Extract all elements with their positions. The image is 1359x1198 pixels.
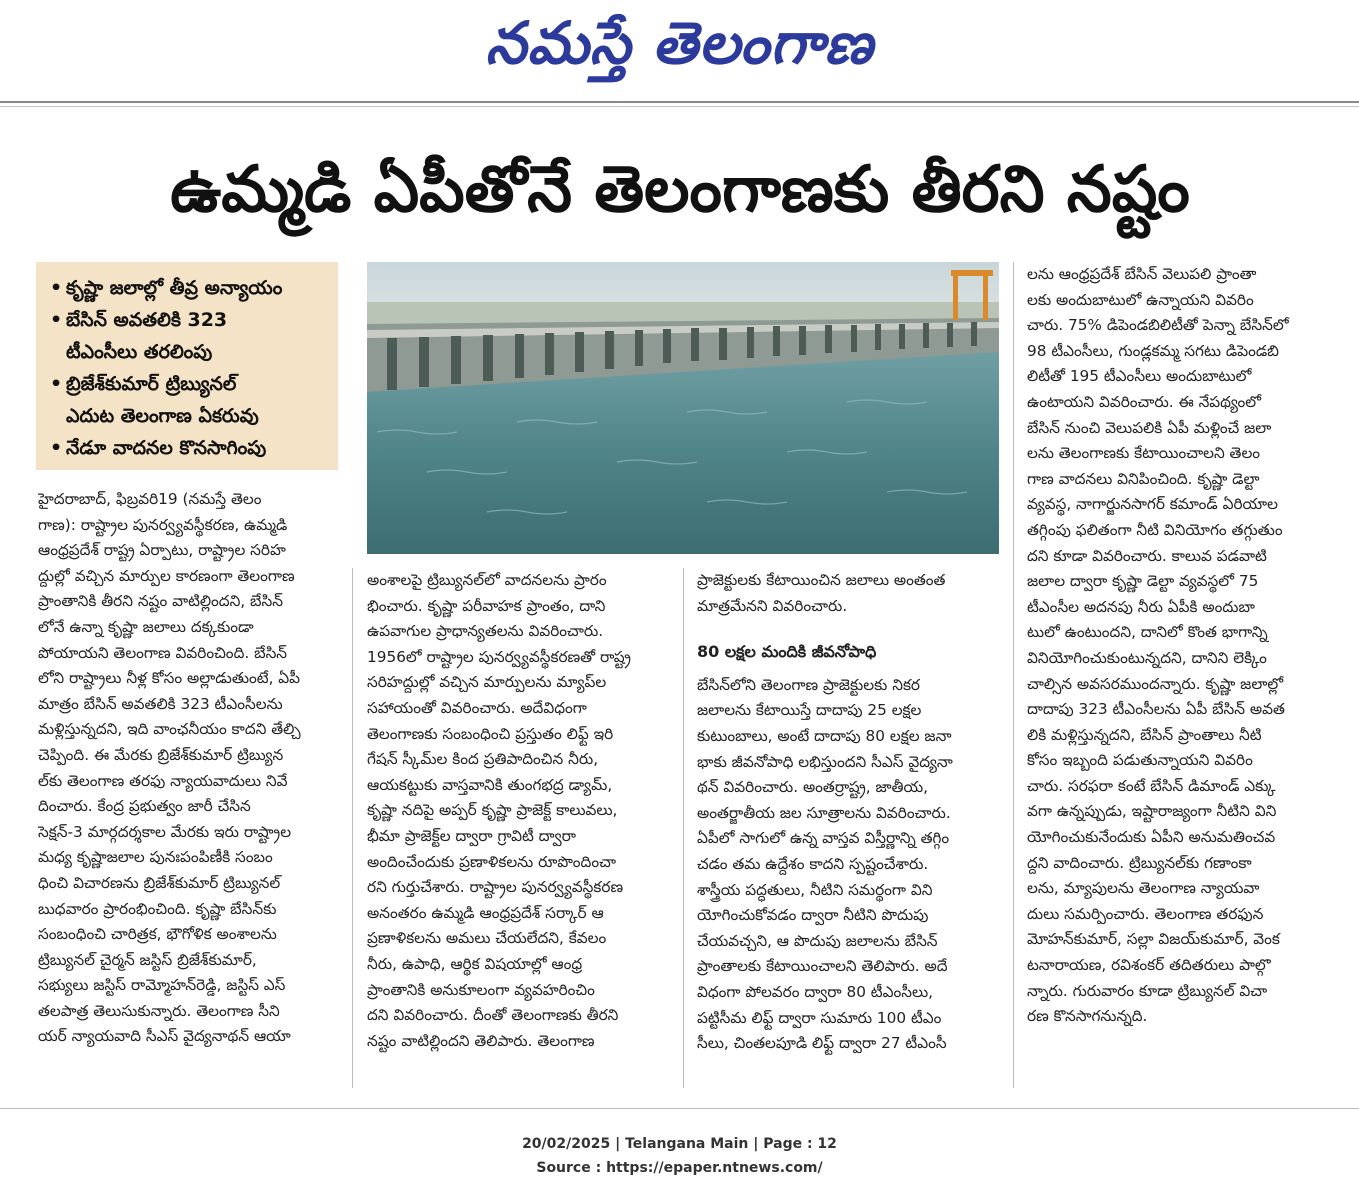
dam-photo <box>367 262 999 554</box>
text-line: జలాల ద్వారా కృష్ణా డెల్టా వ్యవస్థలో 75 <box>1027 572 1259 591</box>
section-subheading: 80 లక్షల మందికి జీవనోపాధి <box>697 642 877 662</box>
text-line: దాదాపు 323 టీఎంసీలను ఏపీ బేసిన్ అవత <box>1027 700 1285 719</box>
text-line: భించారు. కృష్ణా పరీవాహక ప్రాంతం, దాని <box>367 596 606 615</box>
highlight-item: • నేడూ వాదనల కొనసాగింపు <box>50 437 267 459</box>
text-line: 1956లో రాష్ట్రాల పునర్వ్యవస్థీకరణతో రాష్ట్ర <box>367 647 631 666</box>
text-line: ప్రాంతానికి తీరని నష్టం వాటిల్లిందని, బేసిన్ <box>38 592 283 611</box>
text-line: సహాయంతో వివరించారు. అదేవిధంగా <box>367 698 587 717</box>
text-line: సంబంధించి చారిత్రక, భౌగోళిక అంశాలను <box>38 925 277 944</box>
text-line: లోనే ఉన్నా కృష్ణా జలాలు దక్కకుండా <box>38 617 254 636</box>
footer-rule <box>0 1108 1359 1109</box>
masthead <box>0 0 1359 102</box>
text-line: అనంతరం ఉమ్మడి ఆంధ్రప్రదేశ్ సర్కార్ ఆ <box>367 903 604 922</box>
column-divider <box>683 568 684 1088</box>
text-line: లోని రాష్ట్రాలు నీళ్ల కోసం అల్లాడుతుంటే, ఏపీ <box>38 669 301 688</box>
article-column-3 <box>697 568 1000 1088</box>
text-line: లను తెలంగాణకు కేటాయించాలని తెలం <box>1027 444 1261 463</box>
text-line: అంశాలపై ట్రిబ్యునల్‌లో వాదనలను ప్రారం <box>367 571 607 589</box>
text-line: దని కూడా వివరించారు. కాలువ పడవాటి <box>1027 546 1267 565</box>
text-line: లిటీతో 195 టీఎంసీలు అందుబాటులో <box>1027 367 1252 386</box>
text-line: యర్ న్యాయవాది సీఎస్ వైద్యనాథన్ ఆయా <box>38 1027 291 1046</box>
text-line: సరిహద్దుల్లో వచ్చిన మార్పులను మ్యాప్‌ల <box>367 673 607 692</box>
text-line: 98 టీఎంసీలు, గుండ్లకమ్మ సగటు డిపెండబి <box>1027 341 1279 360</box>
text-line: చడం తమ ఉద్దేశం కాదని స్పష్టంచేశారు. <box>697 854 929 873</box>
text-line: పట్టిసీమ లిఫ్ట్ ద్వారా సుమారు 100 టీఎం <box>697 1008 942 1027</box>
highlight-item-continued: ఎదుట తెలంగాణ ఏకరువు <box>66 405 259 427</box>
text-line: తలపాత్ర తెలుసుకున్నారు. తెలంగాణ సీని <box>38 1001 280 1020</box>
text-line: మళ్లిస్తున్నదని, ఇది వాంఛనీయం కాదని తేల్చి <box>38 720 301 739</box>
text-line: ఉంటాయని వివరించారు. ఈ నేపథ్యంలో <box>1027 392 1262 411</box>
text-line: భీమా ప్రాజెక్ట్‌ల ద్వారా గ్రావిటీ ద్వారా <box>367 826 576 845</box>
text-line: తగ్గింపు ఫలితంగా నీటి వినియోగం తగ్గుతుం <box>1027 520 1283 539</box>
dam-photo-icon <box>367 262 999 554</box>
column-divider <box>1013 262 1014 1088</box>
article-column-2 <box>367 568 671 1088</box>
text-line: బుధవారం ప్రారంభించింది. కృష్ణా బేసిన్‌కు <box>38 899 277 918</box>
highlight-item: • కృష్ణా జలాల్లో తీవ్ర అన్యాయం <box>50 277 283 299</box>
text-line: లకు అందుబాటులో ఉన్నాయని వివరిం <box>1027 290 1254 309</box>
highlight-item: • బ్రిజేశ్‌కుమార్ ట్రిబ్యునల్ <box>50 373 237 395</box>
text-line: ఉపవాగుల ప్రాధాన్యతలను వివరించారు. <box>367 622 604 641</box>
text-line: కోసం ఇబ్బంది పడుతున్నాయని వివరిం <box>1027 751 1253 770</box>
text-line: ప్రాంతాలకు కేటాయించాలని తెలిపారు. అదే <box>697 957 948 976</box>
text-line: వగా ఉన్నప్పుడు, ఇష్టారాజ్యంగా నీటిని విని <box>1027 802 1277 821</box>
text-line: యోగించుకునేందుకు ఏపీని అనుమతించవ <box>1027 828 1276 847</box>
newspaper-logo: నమస్తే తెలంగాణ <box>485 9 874 77</box>
text-line: మోహన్‌కుమార్, సల్లా విజయ్‌కుమార్, వెంక <box>1027 930 1280 949</box>
footer-date-page: 20/02/2025 | Telangana Main | Page : 12 <box>522 1136 837 1152</box>
text-line: ఆయకట్టుకు వాస్తవానికి తుంగభద్ర డ్యామ్, <box>367 775 613 794</box>
masthead-rule-thin <box>0 106 1359 107</box>
text-line: ద్దుల్లో వచ్చిన మార్పుల కారణంగా తెలంగాణ <box>38 566 295 585</box>
text-line: లను, మ్యాపులను తెలంగాణ న్యాయవా <box>1027 879 1260 898</box>
text-line: గేషన్ స్కీమ్‌ల కింద ప్రతిపాదించిన నీరు, <box>367 750 599 769</box>
text-line: సీలు, చింతలపూడి లిఫ్ట్ ద్వారా 27 టీఎంసీ <box>697 1034 947 1053</box>
text-line: హైదరాబాద్, ఫిబ్రవరి19 (నమస్తే తెలం <box>38 490 262 508</box>
text-line: మాత్రమేనని వివరించారు. <box>697 596 848 615</box>
text-line: న్నారు. గురువారం కూడా ట్రిబ్యునల్ విచా <box>1027 981 1268 1000</box>
text-line: బేసిన్ నుంచి వెలుపలికి ఏపీ మళ్లించే జలా <box>1027 418 1272 437</box>
text-line: బేసిన్‌లోని తెలంగాణ ప్రాజెక్టులకు నికర <box>697 675 921 694</box>
text-line: రణ కొనసాగనున్నది. <box>1027 1007 1148 1026</box>
text-line: దని వివరించారు. దీంతో తెలంగాణకు తీరని <box>367 1006 619 1025</box>
text-line: కుటుంబాలు, అంటే దాదాపు 80 లక్షల జనా <box>697 726 952 745</box>
text-line: ప్రణాళికలను అమలు చేయలేదని, కేవలం <box>367 929 607 948</box>
text-line: దులు సమర్పించారు. తెలంగాణ తరఫున <box>1027 904 1264 923</box>
text-line: చేయవచ్చని, ఆ పొదుపు జలాలను బేసిన్ <box>697 931 938 950</box>
article-column-4 <box>1027 262 1332 1088</box>
column-divider <box>352 568 353 1088</box>
text-line: అంతర్జాతీయ జల సూత్రాలను వివరించారు. <box>697 803 951 822</box>
text-line: ఆంధ్రప్రదేశ్ రాష్ట్ర ఏర్పాటు, రాష్ట్రాల సరిహ <box>38 541 286 560</box>
text-line: ప్రాంతానికి అనుకూలంగా వ్యవహరించిం <box>367 980 595 999</box>
text-line: దించారు. కేంద్ర ప్రభుత్వం జారీ చేసిన <box>38 797 251 816</box>
text-line: సెక్షన్-3 మార్గదర్శకాల మేరకు ఇరు రాష్ట్రాల <box>38 822 292 841</box>
text-line: లను ఆంధ్రప్రదేశ్ బేసిన్ వెలుపలి ప్రాంతా <box>1027 265 1257 283</box>
text-line: చాల్సిన అవసరముందన్నారు. కృష్ణా జలాల్లో <box>1027 674 1284 693</box>
text-line: గాణ): రాష్ట్రాల పునర్వ్యవస్థీకరణ, ఉమ్మడి <box>38 515 288 534</box>
text-line: ధించి విచారణను బ్రిజేశ్‌కుమార్ ట్రిబ్యునల్ <box>38 873 281 892</box>
text-line: నీరు, ఉపాధి, ఆర్థిక విషయాల్లో ఆంధ్ర <box>367 954 583 973</box>
highlight-item: • బేసిన్ అవతలికి 323 <box>50 309 228 331</box>
text-line: ల్‌కు తెలంగాణ తరఫు న్యాయవాదులు నివే <box>38 771 288 790</box>
text-line: టీఎంసీల అదనపు నీరు ఏపీకి అందుబా <box>1027 597 1255 616</box>
text-line: వ్యవస్థ, నాగార్జునసాగర్ కమాండ్ ఏరియాల <box>1027 495 1278 514</box>
text-line: యోగించుకోవడం ద్వారా నీటిని పొదుపు <box>697 906 929 925</box>
masthead-rule <box>0 101 1359 103</box>
text-line: కృష్ణా నదిపై అప్పర్ కృష్ణా ప్రాజెక్ట్ కాలువలు, <box>367 801 618 820</box>
highlights-box <box>36 262 338 470</box>
text-line: చెప్పింది. ఈ మేరకు బ్రిజేశ్‌కుమార్ ట్రిబ్యున <box>38 745 284 764</box>
article-column-1 <box>38 487 340 1087</box>
text-line: చారు. సరఫరా కంటే బేసిన్ డిమాండ్ ఎక్కు <box>1027 776 1276 795</box>
text-line: అందించేందుకు ప్రణాళికలను రూపొందించా <box>367 852 616 871</box>
text-line: టనారాయణ, రవిశంకర్ తదితరులు పాల్గొ <box>1027 956 1271 975</box>
text-line: సభ్యులు జస్టిస్ రామ్మోహన్‌రెడ్డి, జస్టిస్ ఎస్ <box>38 976 286 995</box>
text-line: వినియోగించుకుంటున్నదని, దానిని లెక్కిం <box>1027 648 1267 667</box>
text-line: లికి మళ్లిస్తున్నదని, బేసిన్ ప్రాంతాలు నీటి <box>1027 725 1262 744</box>
text-line: మాత్రం బేసిన్ అవతలికి 323 టీఎంసీలను <box>38 694 283 713</box>
text-line: చారు. 75% డిపెండబిలిటీతో పెన్నా బేసిన్‌లో <box>1027 316 1289 335</box>
text-line: ద్దని వాదించారు. ట్రిబ్యునల్‌కు గణాంకా <box>1027 853 1252 872</box>
text-line: భాకు జీవనోపాధి లభిస్తుందని సీఎస్ వైద్యనా <box>697 752 953 771</box>
text-line: విధంగా పోలవరం ద్వారా 80 టీఎంసీలు, <box>697 982 933 1001</box>
text-line: గాణ వాదనలు వినిపించింది. కృష్ణా డెల్టా <box>1027 469 1260 488</box>
text-line: రని గుర్తుచేశారు. రాష్ట్రాల పునర్వ్యవస్థీకరణ <box>367 878 624 897</box>
article-headline: ఉమ్మడి ఏపీతోనే తెలంగాణకు తీరని నష్టం <box>170 153 1190 227</box>
text-line: మధ్య కృష్ణాజలాల పునఃపంపిణీకి సంబం <box>38 848 273 867</box>
text-line: తెలంగాణకు సంబంధించి ప్రస్తుతం లిఫ్ట్ ఇరి <box>367 724 614 743</box>
text-line: ఏపీలో సాగులో ఉన్న వాస్తవ విస్తీర్ణాన్ని తగ్గిం <box>697 829 950 848</box>
text-line: ట్రిబ్యునల్ చైర్మన్ జస్టిస్ బ్రిజేశ్‌కుమార్, <box>38 950 257 969</box>
text-line: శాస్త్రీయ పద్ధతులు, నీటిని సమర్థంగా విని <box>697 880 933 899</box>
text-line: టులో ఉంటుందని, దానిలో కొంత భాగాన్ని <box>1027 623 1268 642</box>
text-line: జలాలను కేటాయిస్తే దాదాపు 25 లక్షల <box>697 701 922 720</box>
text-line: థన్ వివరించారు. అంతర్రాష్ట్ర, జాతీయ, <box>697 778 929 797</box>
text-line: నష్టం వాటిల్లిందని తెలిపారు. తెలంగాణ <box>367 1031 595 1050</box>
text-line: ప్రాజెక్టులకు కేటాయించిన జలాలు అంతంత <box>697 571 946 589</box>
highlight-item-continued: టీఎంసీలు తరలింపు <box>66 341 213 363</box>
footer-source: Source : https://epaper.ntnews.com/ <box>536 1160 823 1176</box>
text-line: పోయాయని తెలంగాణ వివరించింది. బేసిన్ <box>38 643 288 662</box>
